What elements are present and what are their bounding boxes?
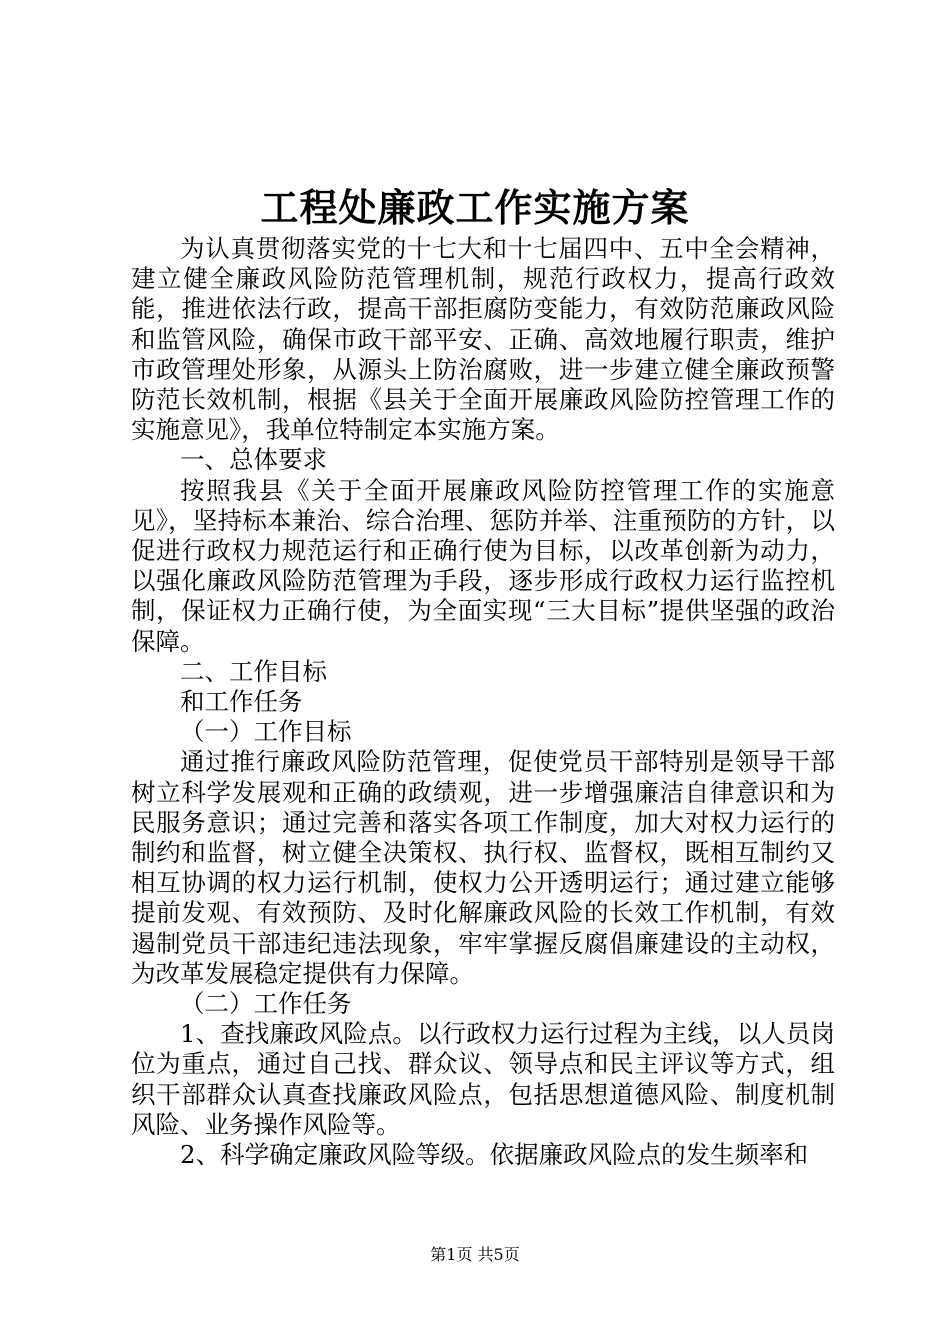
section-heading-general-requirements: 一、总体要求 [180,445,327,475]
subsection-heading-work-goals: （一）工作目标 [180,717,352,747]
task-item-2: 2、科学确定廉政风险等级。依据廉政风险点的发生频率和 [180,1140,809,1170]
page-number-footer: 第1页 共5页 [430,1245,520,1264]
intro-paragraph: 为认真贯彻落实党的十七大和十七届四中、五中全会精神，建立健全廉政风险防范管理机制，规范行政权力，提高行政效能，推进依法行政，提高干部拒腐防变能力，有效防范廉政风险和监管风险，确保市政干部平安、正确、高效地履行职责，维护市政管理处形象，从源头上防治腐败，进一步建立健全廉政预警防范长效机制，根据《县关于全面开展廉政风险防控管理工作的实施意见》，我单位特制定本实施方案。 [131,234,835,445]
section-heading-work-goals: 二、工作目标 [180,656,327,686]
document-body [131,234,835,1170]
task-item-1: 1、查找廉政风险点。以行政权力运行过程为主线，以人员岗位为重点，通过自己找、群众议、领导点和民主评议等方式，组织干部群众认真查找廉政风险点，包括思想道德风险、制度机制风险、业务操作风险等。 [131,1019,835,1139]
subsection-heading-work-tasks: （二）工作任务 [180,989,352,1019]
general-requirements-paragraph: 按照我县《关于全面开展廉政风险防控管理工作的实施意见》，坚持标本兼治、综合治理、惩防并举、注重预防的方针，以促进行政权力规范运行和正确行使为目标，以改革创新为动力，以强化廉政风险防范管理为手段，逐步形成行政权力运行监控机制，保证权力正确行使，为全面实现“三大目标”提供坚强的政治保障。 [131,475,835,656]
document-title: 工程处廉政工作实施方案 [260,185,690,230]
work-goals-paragraph: 通过推行廉政风险防范管理，促使党员干部特别是领导干部树立科学发展观和正确的政绩观，进一步增强廉洁自律意识和为民服务意识；通过完善和落实各项工作制度，加大对权力运行的制约和监督，树立健全决策权、执行权、监督权，既相互制约又相互协调的权力运行机制，使权力公开透明运行；通过建立能够提前发观、有效预防、及时化解廉政风险的长效工作机制，有效遏制党员干部违纪违法现象，牢牢掌握反腐倡廉建设的主动权，为改革发展稳定提供有力保障。 [131,747,835,988]
section-heading-work-tasks: 和工作任务 [180,687,303,717]
